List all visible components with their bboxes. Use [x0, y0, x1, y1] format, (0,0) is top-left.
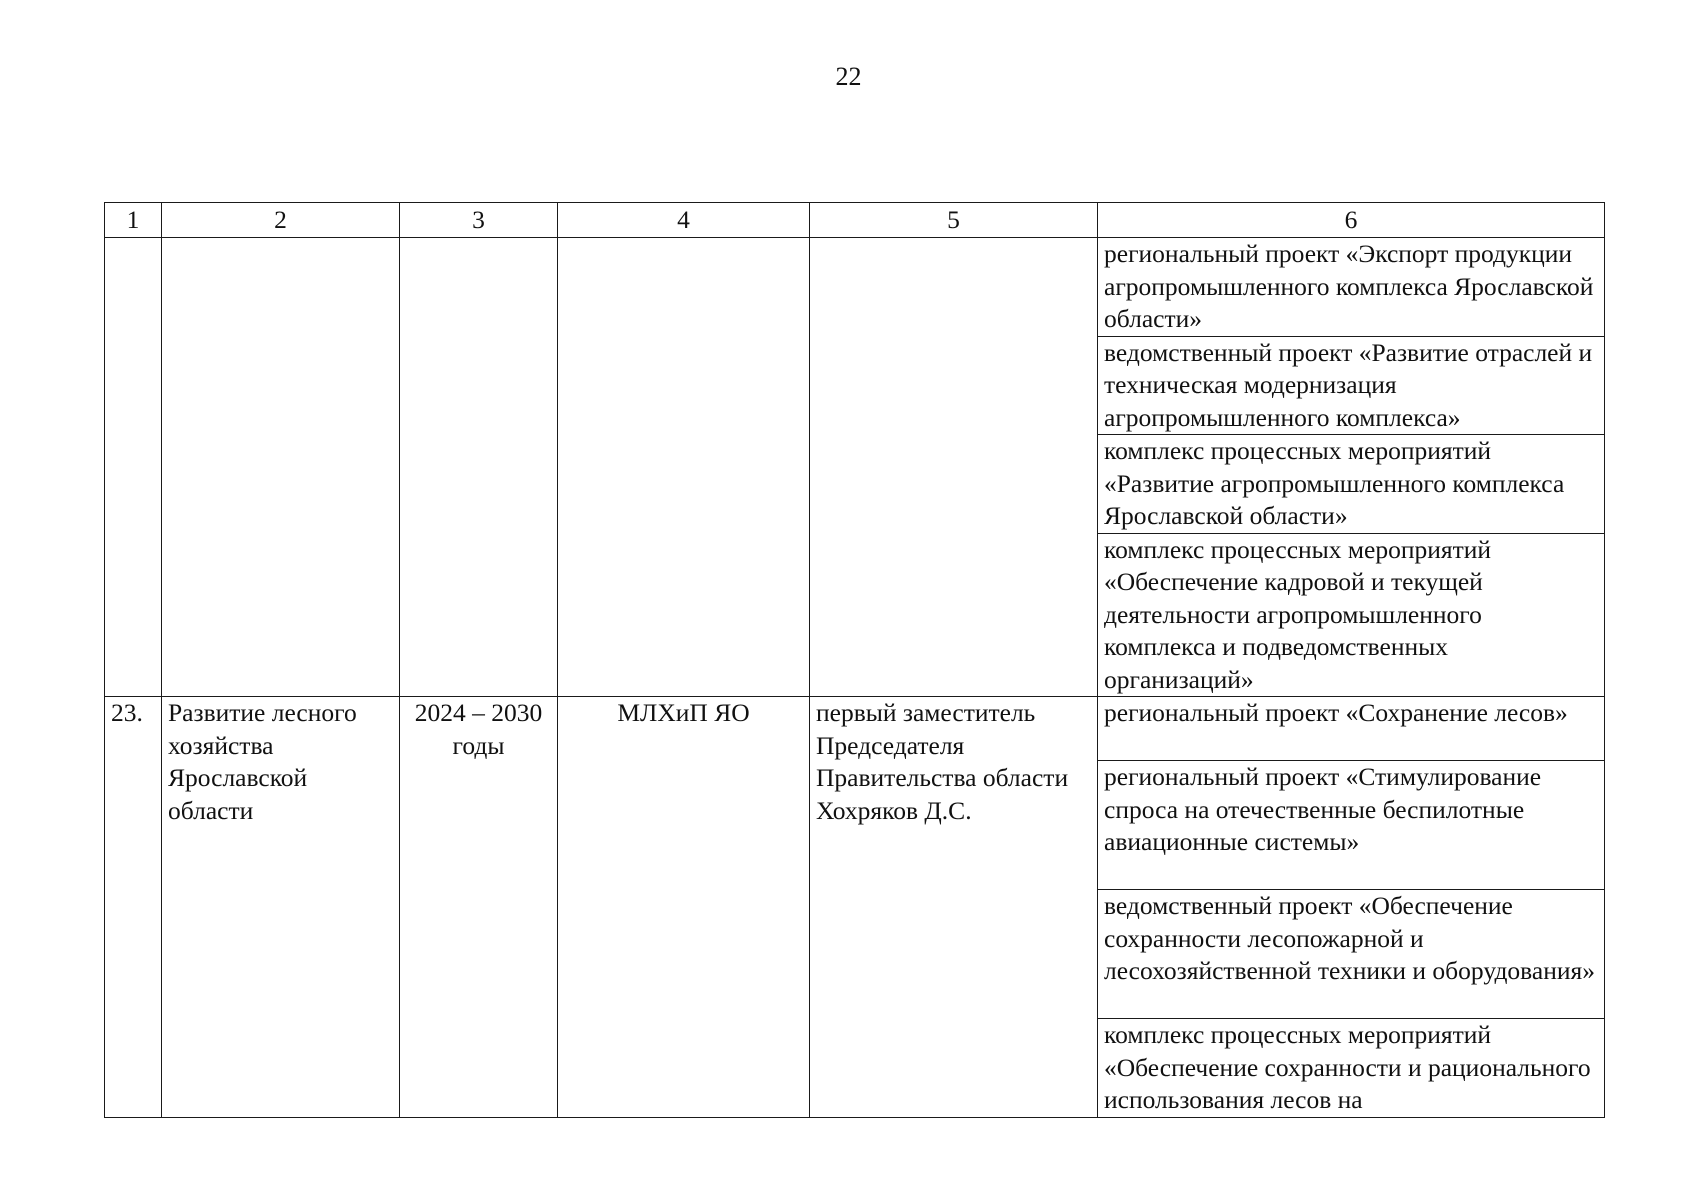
project-item-cell — [1098, 435, 1605, 534]
project-item-cell — [1098, 336, 1605, 435]
project-item-text: комплекс процессных мероприятий «Обеспечение кадровой и текущей деятельности агропромышленного комплекса и подведомственных организаций» — [1104, 534, 1492, 694]
project-item-cell — [1098, 890, 1605, 1019]
project-item-cell — [1098, 238, 1605, 337]
entry-curator-cell — [810, 697, 1098, 1118]
project-item-cell — [1098, 1019, 1605, 1118]
page-number: 22 — [835, 62, 862, 91]
project-item-text: ведомственный проект «Обеспечение сохранности лесопожарной и лесохозяйственной техники и оборудования» — [1104, 891, 1595, 985]
column-header-6: 6 — [1098, 203, 1605, 238]
column-header-5: 5 — [810, 203, 1098, 238]
column-header-1: 1 — [105, 203, 162, 238]
table-row — [105, 697, 1605, 761]
column-header-4: 4 — [558, 203, 810, 238]
project-item-cell — [1098, 533, 1605, 697]
project-item-cell — [1098, 697, 1605, 761]
project-item-cell — [1098, 761, 1605, 890]
continuation-executor-cell — [558, 238, 810, 697]
continuation-number-cell — [105, 238, 162, 697]
project-item-text: ведомственный проект «Развитие отраслей и техническая модернизация агропромышленного комплекса» — [1104, 337, 1593, 432]
column-header-3: 3 — [400, 203, 558, 238]
entry-number: 23. — [111, 698, 143, 727]
programs-table — [104, 202, 1605, 1118]
project-item-text: комплекс процессных мероприятий «Развитие агропромышленного комплекса Ярославской области» — [1104, 436, 1565, 530]
entry-name-cell — [162, 697, 400, 1118]
entry-executor-cell — [558, 697, 810, 1118]
project-item-text: региональный проект «Стимулирование спроса на отечественные беспилотные авиационные системы» — [1104, 762, 1542, 856]
entry-period-cell — [400, 697, 558, 1118]
entry-curator: первый заместитель Председателя Правительства области Хохряков Д.С. — [816, 698, 1069, 825]
project-item-text: региональный проект «Сохранение лесов» — [1104, 698, 1568, 727]
entry-name: Развитие лесного хозяйства Ярославской области — [168, 698, 357, 825]
entry-number-cell — [105, 697, 162, 1118]
table-header-row — [105, 203, 1605, 238]
continuation-period-cell — [400, 238, 558, 697]
entry-period: 2024 – 2030 годы — [414, 698, 543, 760]
project-item-text: комплекс процессных мероприятий «Обеспечение сохранности и рационального использования лесов на — [1104, 1020, 1591, 1114]
table-row — [105, 238, 1605, 337]
continuation-curator-cell — [810, 238, 1098, 697]
entry-executor: МЛХиП ЯО — [617, 698, 750, 727]
project-item-text: региональный проект «Экспорт продукции агропромышленного комплекса Ярославской области» — [1104, 239, 1594, 333]
continuation-name-cell — [162, 238, 400, 697]
column-header-2: 2 — [162, 203, 400, 238]
